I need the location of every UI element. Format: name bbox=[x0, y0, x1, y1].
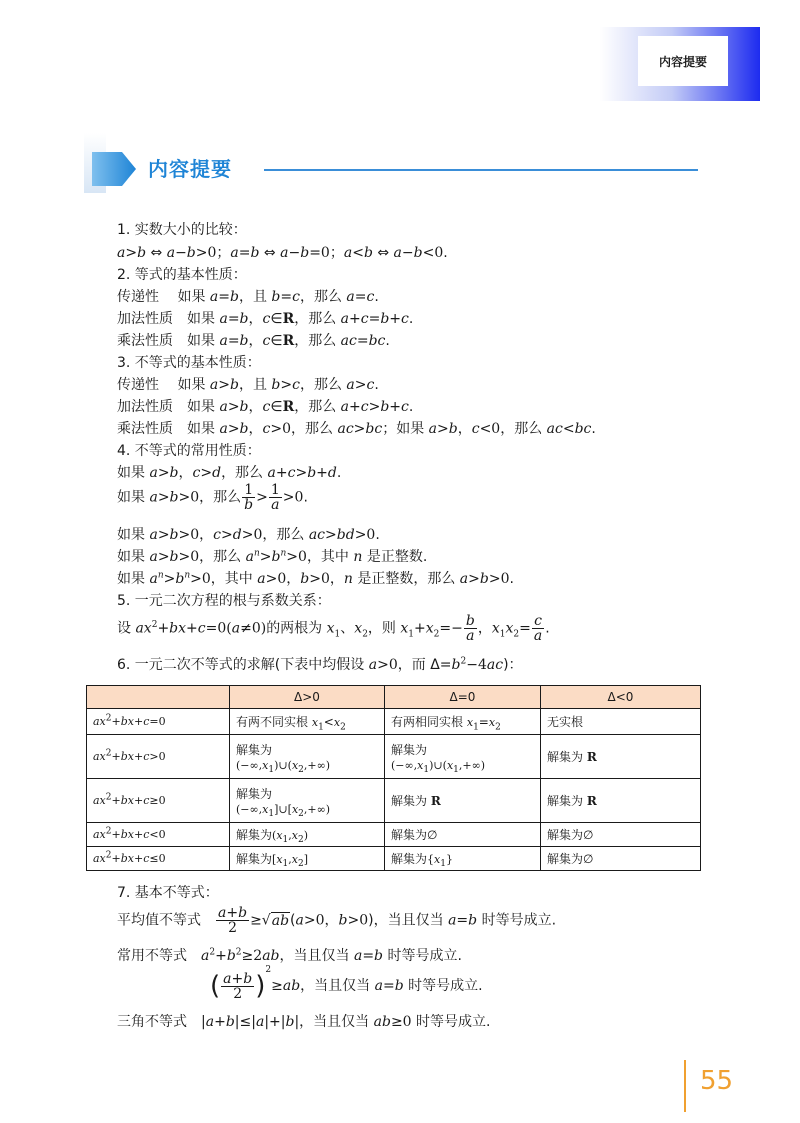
item-1-heading: 1. 实数大小的比较： bbox=[117, 222, 247, 238]
table-cell: 解集为∅ bbox=[385, 823, 541, 847]
property-4a: 如果 a>b，c>d，那么 a+c>b+d. bbox=[117, 465, 342, 481]
ineq-multiplication: 乘法性质 如果 a>b，c>0，那么 ac>bc；如果 a>b，c<0，那么 ac<bc. bbox=[117, 421, 596, 437]
table-cell: $ax^2+bx+c\le 0$ bbox=[87, 847, 230, 871]
table-cell: $ax^2+bx+c<0$ bbox=[87, 823, 230, 847]
section-title: 内容提要 bbox=[148, 157, 232, 181]
section-rule bbox=[264, 169, 698, 171]
table-header-row bbox=[87, 686, 701, 709]
item-3-heading: 3. 不等式的基本性质： bbox=[117, 355, 261, 371]
ineq-transitive: 传递性 如果 a>b，且 b>c，那么 a>c. bbox=[117, 377, 379, 393]
page-number-rule bbox=[684, 1060, 686, 1112]
table-header: Δ=0 bbox=[385, 686, 541, 709]
table-cell: $ax^2+bx+c\ge 0$ bbox=[87, 779, 230, 823]
table-cell: 解集为 $(-\infty,x_1)\cup(x_2,+\infty)$ bbox=[230, 735, 385, 779]
table-cell: $ax^2+bx+c>0$ bbox=[87, 735, 230, 779]
table-cell: 解集为 $(-\infty,x_1)\cup(x_1,+\infty)$ bbox=[385, 735, 541, 779]
property-4b: 如果 a>b>0，那么 $\frac{1}{b}$ > $\frac{1}{a}$ >0. bbox=[117, 482, 308, 513]
item-4-heading: 4. 不等式的常用性质： bbox=[117, 443, 261, 459]
item-5-heading: 5. 一元二次方程的根与系数关系： bbox=[117, 593, 331, 609]
table-row bbox=[87, 847, 701, 871]
table-row bbox=[87, 823, 701, 847]
common-inequality-2: ( $\frac{a+b}{2}$ )$^2$≥ab，当且仅当 a=b 时等号成立. bbox=[210, 965, 483, 1002]
table-row bbox=[87, 779, 701, 823]
table-row bbox=[87, 735, 701, 779]
table-cell: 无实根 bbox=[541, 709, 701, 735]
property-4c: 如果 a>b>0，c>d>0，那么 ac>bd>0. bbox=[117, 527, 380, 543]
table-cell: 解集为 R bbox=[541, 779, 701, 823]
mean-inequality: 平均值不等式 $\frac{a+b}{2}$ ≥√ab(a>0，b>0)，当且仅当 a=b 时等号成立. bbox=[117, 905, 557, 936]
section-arrow-icon bbox=[92, 152, 136, 186]
table-header: Δ<0 bbox=[541, 686, 701, 709]
table-cell: 有两相同实根 $x_1=x_2$ bbox=[385, 709, 541, 735]
quadratic-inequality-table bbox=[86, 685, 701, 871]
property-4e: 如果 $a^n>b^n>0$，其中 a>0，b>0，n 是正整数，那么 a>b>0. bbox=[117, 570, 514, 587]
table-cell: 解集为$(x_1,x_2)$ bbox=[230, 823, 385, 847]
table-cell: 解集为$[x_1,x_2]$ bbox=[230, 847, 385, 871]
table-cell: 解集为 R bbox=[541, 735, 701, 779]
vieta-formula: 设 $ax^2+bx+c=0(a\ne 0)$的两根为 $x_1$、$x_2$，则 $x_1+x_2=-$ $\frac{b}{a}$ ，$x_1x_2=$ $\frac{c}{a}$ . bbox=[117, 613, 550, 644]
table-header bbox=[87, 686, 230, 709]
eq-transitive: 传递性 如果 a=b，且 b=c，那么 a=c. bbox=[117, 289, 379, 305]
triangle-inequality: 三角不等式 |a+b|≤|a|+|b|，当且仅当 ab≥0 时等号成立. bbox=[117, 1014, 491, 1030]
eq-multiplication: 乘法性质 如果 a=b，c∈R，那么 ac=bc. bbox=[117, 333, 390, 349]
item-6-heading: 6. 一元二次不等式的求解(下表中均假设 a>0，而 $\Delta=b^2-4ac$)： bbox=[117, 656, 523, 673]
table-row bbox=[87, 709, 701, 735]
table-cell: 解集为∅ bbox=[541, 847, 701, 871]
table-header: Δ>0 bbox=[230, 686, 385, 709]
table-cell: 解集为 R bbox=[385, 779, 541, 823]
header-tab-label: 内容提要 bbox=[638, 36, 728, 86]
common-inequality: 常用不等式 $a^2+b^2\ge 2ab$，当且仅当 a=b 时等号成立. bbox=[117, 947, 462, 964]
table-cell: 解集为∅ bbox=[541, 823, 701, 847]
item-1-body: a>b ⇔ a−b>0；a=b ⇔ a−b=0；a<b ⇔ a−b<0. bbox=[117, 245, 448, 261]
page-number: 55 bbox=[700, 1066, 734, 1096]
item-7-heading: 7. 基本不等式： bbox=[117, 885, 219, 901]
table-cell: 解集为$\{x_1\}$ bbox=[385, 847, 541, 871]
property-4d: 如果 a>b>0，那么 $a^n>b^n>0$，其中 n 是正整数. bbox=[117, 548, 428, 565]
table-cell: 解集为 $(-\infty,x_1]\cup[x_2,+\infty)$ bbox=[230, 779, 385, 823]
table-cell: $ax^2+bx+c=0$ bbox=[87, 709, 230, 735]
item-2-heading: 2. 等式的基本性质： bbox=[117, 267, 247, 283]
ineq-addition: 加法性质 如果 a>b，c∈R，那么 a+c>b+c. bbox=[117, 399, 414, 415]
eq-addition: 加法性质 如果 a=b，c∈R，那么 a+c=b+c. bbox=[117, 311, 414, 327]
table-cell: 有两不同实根 $x_1<x_2$ bbox=[230, 709, 385, 735]
